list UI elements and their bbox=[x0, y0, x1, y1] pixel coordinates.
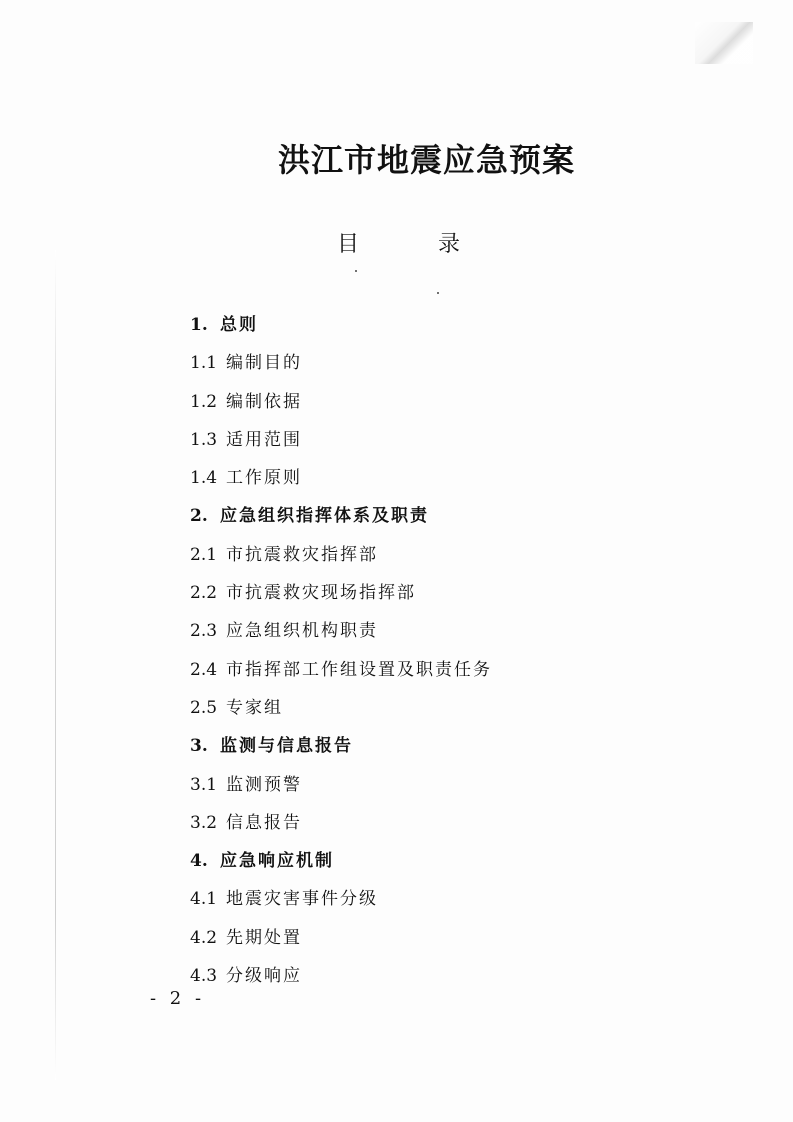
toc-entry-number: 1.1 bbox=[190, 353, 218, 374]
toc-entry-label: 编制目的 bbox=[226, 353, 302, 374]
toc-entry-label: 市抗震救灾指挥部 bbox=[226, 544, 378, 565]
page-corner-fold bbox=[695, 22, 753, 64]
toc-entry-number: 4.3 bbox=[190, 966, 218, 987]
table-of-contents bbox=[190, 310, 492, 999]
toc-entry-label: 工作原则 bbox=[226, 468, 302, 489]
toc-entry-label: 先期处置 bbox=[226, 927, 302, 948]
toc-entry-label: 总则 bbox=[220, 315, 258, 335]
toc-entry-number: 2.5 bbox=[190, 697, 218, 718]
toc-entry bbox=[190, 961, 492, 999]
toc-entry-number: 3. bbox=[190, 736, 208, 757]
toc-section-heading bbox=[190, 846, 492, 884]
toc-entry-number: 1.4 bbox=[190, 468, 218, 489]
toc-entry-number: 2. bbox=[190, 506, 208, 527]
toc-entry bbox=[190, 578, 492, 616]
scan-edge-shadow bbox=[55, 250, 56, 1080]
toc-entry-label: 分级响应 bbox=[226, 966, 302, 987]
toc-entry-label: 专家组 bbox=[226, 697, 283, 718]
toc-entry-label: 监测预警 bbox=[226, 774, 302, 795]
toc-entry-label: 应急组织机构职责 bbox=[226, 621, 378, 642]
toc-entry bbox=[190, 348, 492, 386]
toc-entry-number: 2.2 bbox=[190, 583, 218, 604]
toc-entry bbox=[190, 616, 492, 654]
toc-entry bbox=[190, 693, 492, 731]
toc-entry-number: 4. bbox=[190, 851, 208, 872]
scan-speck bbox=[437, 292, 439, 294]
toc-entry-number: 4.2 bbox=[190, 927, 218, 948]
toc-entry-label: 编制依据 bbox=[226, 391, 302, 412]
toc-entry-number: 2.3 bbox=[190, 621, 218, 642]
document-title: 洪江市地震应急预案 bbox=[277, 141, 575, 179]
toc-heading: 目 录 bbox=[337, 232, 496, 257]
toc-entry-number: 4.1 bbox=[190, 889, 218, 910]
toc-entry-label: 应急组织指挥体系及职责 bbox=[220, 506, 429, 527]
toc-entry bbox=[190, 655, 492, 693]
toc-section-heading bbox=[190, 310, 492, 348]
toc-entry-label: 信息报告 bbox=[226, 812, 302, 833]
toc-section-heading bbox=[190, 731, 492, 769]
toc-entry-number: 2.4 bbox=[190, 659, 218, 680]
page-number: - 2 - bbox=[150, 988, 206, 1009]
toc-entry-number: 2.1 bbox=[190, 544, 218, 565]
toc-entry-label: 市抗震救灾现场指挥部 bbox=[226, 583, 416, 604]
toc-entry bbox=[190, 540, 492, 578]
toc-entry bbox=[190, 808, 492, 846]
toc-section-heading bbox=[190, 501, 492, 539]
toc-entry-number: 3.1 bbox=[190, 774, 218, 795]
toc-entry-label: 监测与信息报告 bbox=[220, 736, 353, 757]
scan-speck bbox=[355, 270, 357, 272]
toc-entry-label: 地震灾害事件分级 bbox=[226, 889, 378, 910]
toc-entry bbox=[190, 387, 492, 425]
toc-entry-label: 应急响应机制 bbox=[220, 851, 334, 872]
toc-entry-number: 1.3 bbox=[190, 429, 218, 450]
toc-entry bbox=[190, 884, 492, 922]
toc-entry bbox=[190, 923, 492, 961]
toc-entry bbox=[190, 425, 492, 463]
toc-entry-label: 适用范围 bbox=[226, 429, 302, 450]
toc-entry-number: 3.2 bbox=[190, 812, 218, 833]
toc-entry bbox=[190, 463, 492, 501]
toc-entry-number: 1. bbox=[190, 315, 208, 335]
toc-entry bbox=[190, 770, 492, 808]
toc-entry-number: 1.2 bbox=[190, 391, 218, 412]
toc-entry-label: 市指挥部工作组设置及职责任务 bbox=[226, 659, 492, 680]
